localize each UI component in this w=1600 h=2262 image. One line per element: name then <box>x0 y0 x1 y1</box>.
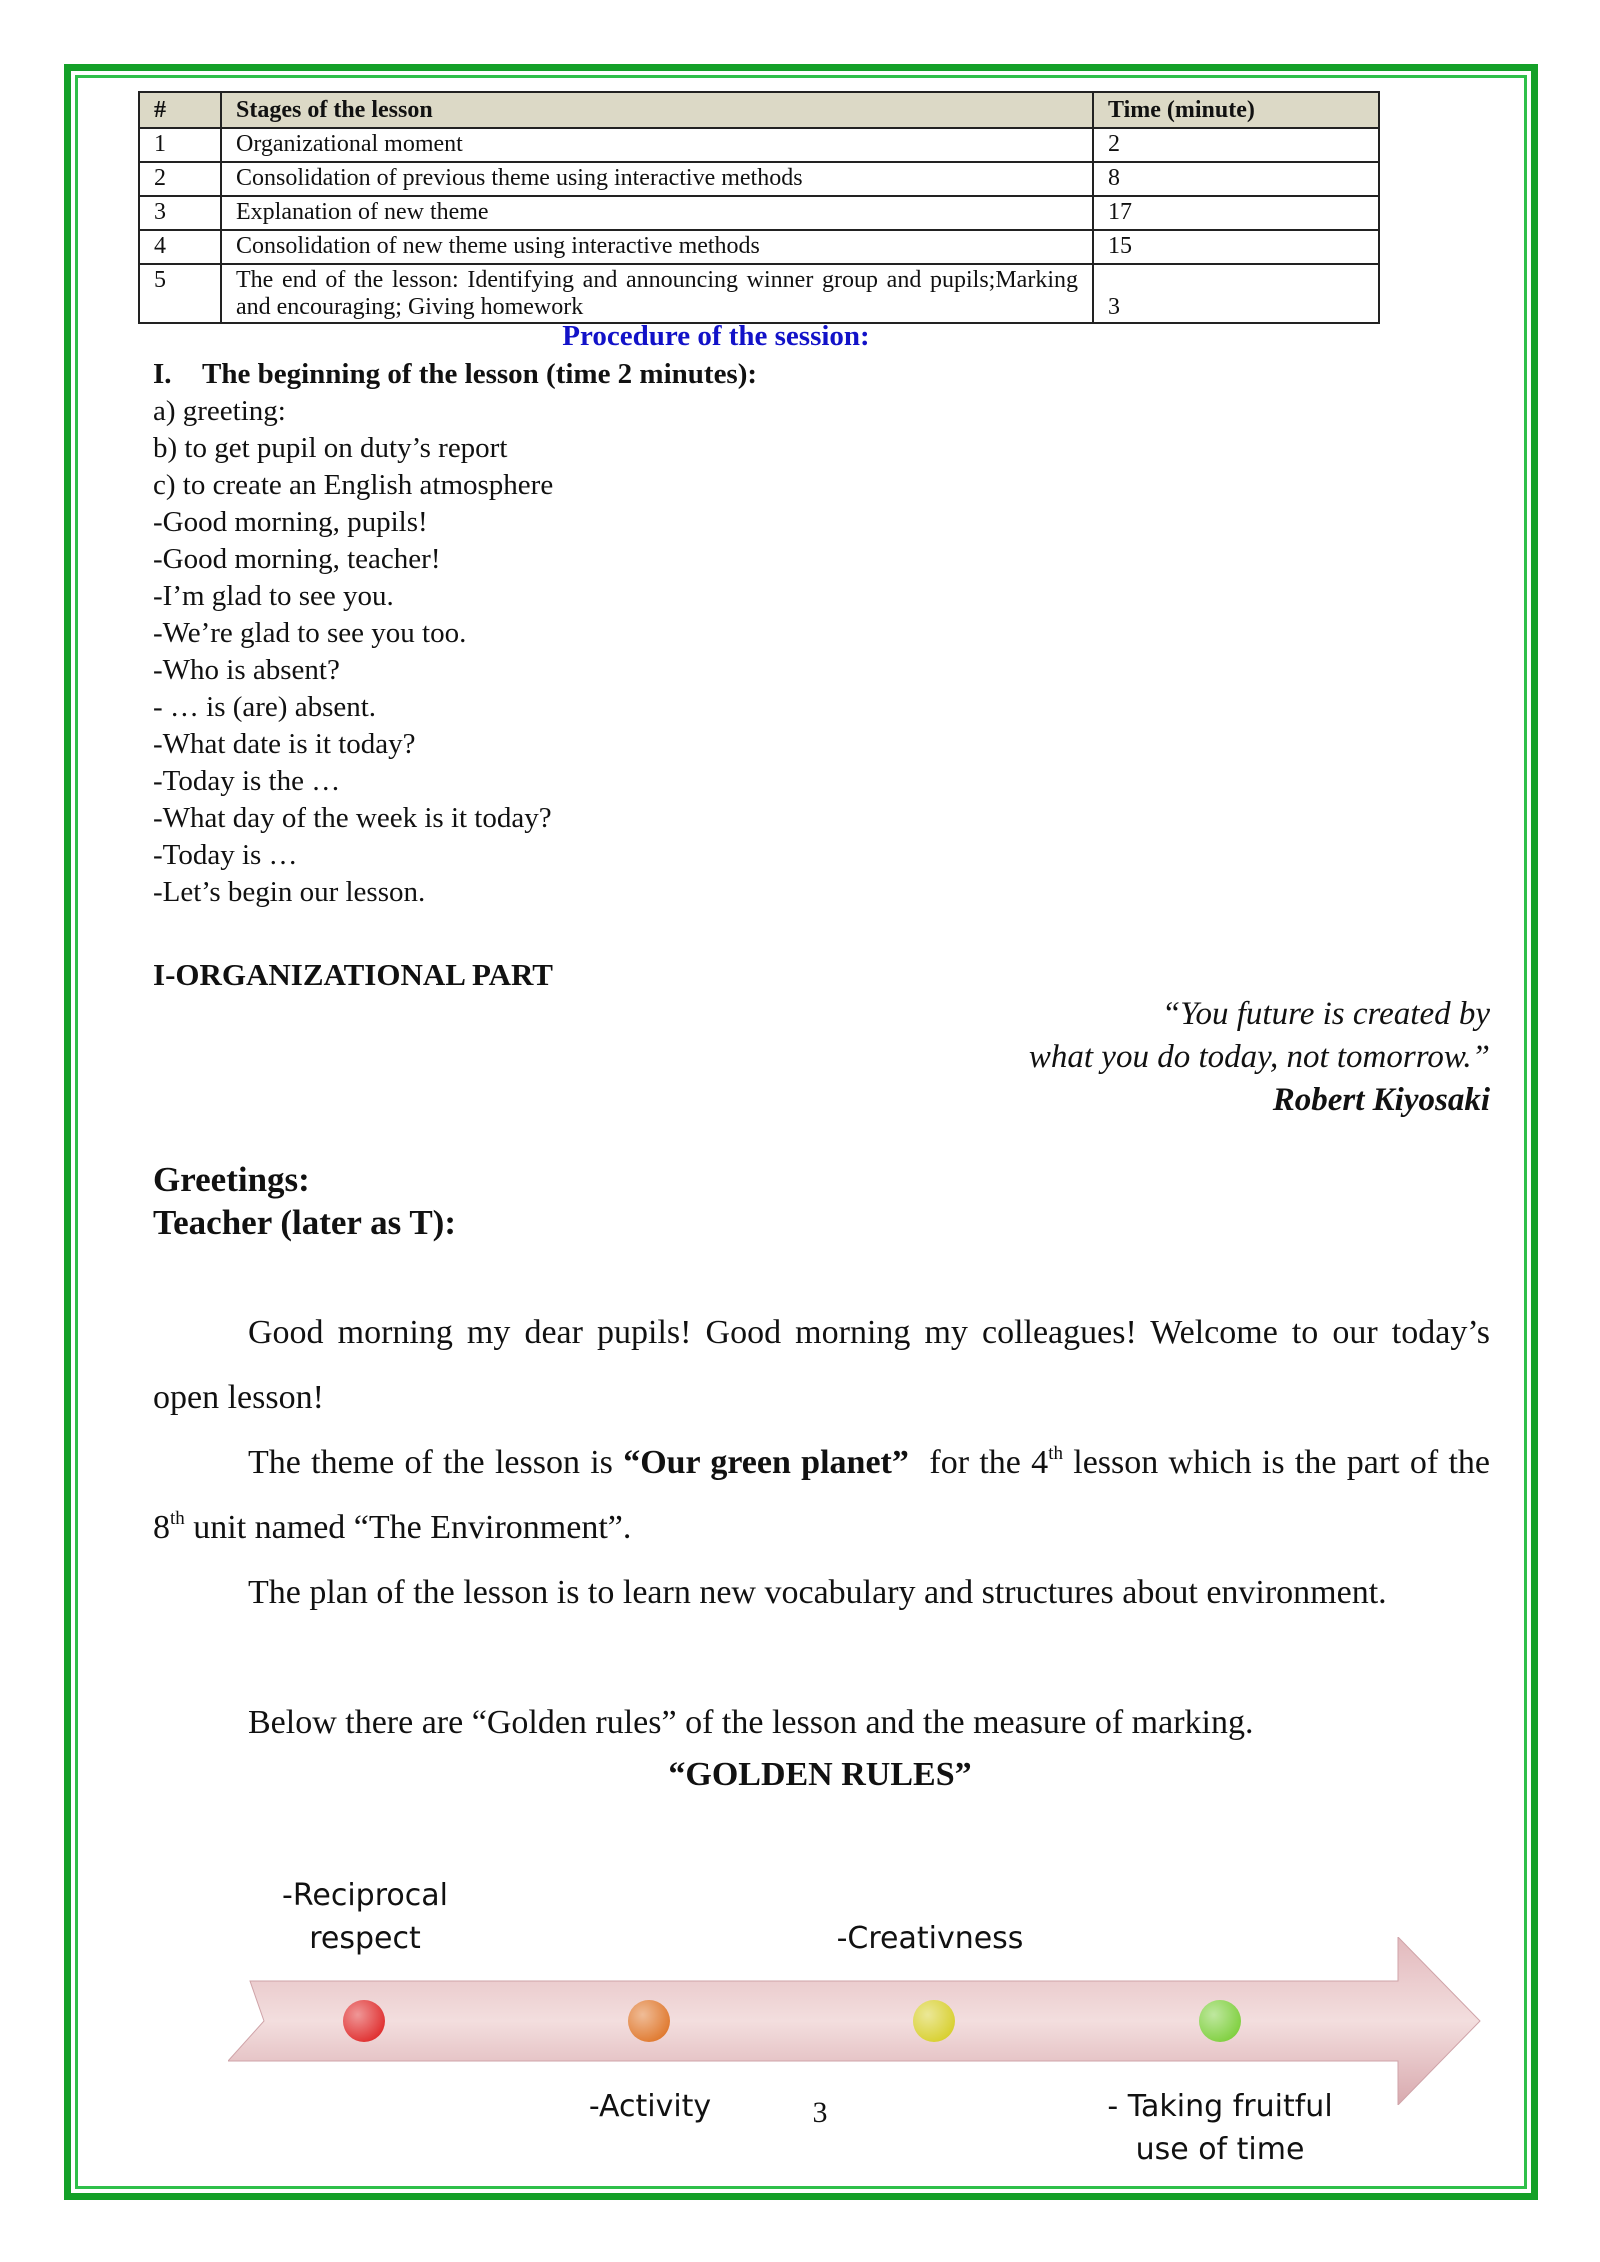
golden-rules-arrow <box>228 1937 1488 2105</box>
list-item: c) to create an English atmosphere <box>153 469 554 501</box>
header-number: # <box>139 92 221 128</box>
rule-label-line: - Taking fruitful <box>1107 2089 1333 2124</box>
greetings-block <box>153 1158 456 1244</box>
table-row <box>139 230 1379 264</box>
rule-label-reciprocal-respect <box>250 1874 480 1960</box>
lesson-theme: “Our green planet” <box>623 1444 909 1481</box>
list-item: -We’re glad to see you too. <box>153 617 467 649</box>
list-item: b) to get pupil on duty’s report <box>153 432 508 464</box>
superscript: th <box>1048 1442 1063 1464</box>
epigraph-quote <box>1029 993 1490 1122</box>
section-title: The beginning of the lesson (time 2 minutes): <box>202 358 758 390</box>
list-item: -Good morning, teacher! <box>153 543 441 575</box>
organizational-part-title: I-ORGANIZATIONAL PART <box>153 957 553 992</box>
cell-stage: Consolidation of new theme using interactive methods <box>221 230 1093 264</box>
rule-label-line: -Creativness <box>836 1921 1024 1956</box>
list-item: a) greeting: <box>153 395 286 427</box>
table-row <box>139 162 1379 196</box>
cell-number: 1 <box>139 128 221 162</box>
list-item: -Today is the … <box>153 765 341 797</box>
procedure-title: Procedure of the session: <box>562 320 870 352</box>
list-item: -I’m glad to see you. <box>153 580 394 612</box>
header-time: Time (minute) <box>1093 92 1379 128</box>
rule-label-line: -Activity <box>588 2089 712 2124</box>
list-item: - … is (are) absent. <box>153 691 377 723</box>
paragraph-plan <box>153 1560 1490 1625</box>
table-header-row <box>139 92 1379 128</box>
paragraph-text: The plan of the lesson is to learn new vocabulary and structures about environment. <box>248 1574 1387 1611</box>
cell-time: 3 <box>1093 264 1379 323</box>
greetings-heading: Greetings: <box>153 1160 310 1199</box>
paragraph-text: Good morning my dear pupils! Good morning my colleagues! Welcome to our today’s open lesson! <box>153 1314 1490 1416</box>
table-row <box>139 196 1379 230</box>
quote-line: “You future is created by <box>1161 996 1490 1032</box>
cell-time: 8 <box>1093 162 1379 196</box>
paragraph-text: Below there are “Golden rules” of the lesson and the measure of marking. <box>248 1704 1254 1741</box>
rule-label-line: -Reciprocal <box>282 1878 448 1913</box>
list-item: -Who is absent? <box>153 654 340 686</box>
cell-stage: The end of the lesson: Identifying and announcing winner group and pupils;Marking and encouraging; Giving homework <box>221 264 1093 323</box>
cell-time: 15 <box>1093 230 1379 264</box>
cell-stage: Explanation of new theme <box>221 196 1093 230</box>
list-item: -Good morning, pupils! <box>153 506 428 538</box>
table-row <box>139 264 1379 323</box>
list-item: -What date is it today? <box>153 728 416 760</box>
cell-number: 2 <box>139 162 221 196</box>
paragraph-theme <box>153 1430 1490 1560</box>
section-number: I. <box>153 358 172 390</box>
cell-time: 2 <box>1093 128 1379 162</box>
beginning-section <box>153 356 757 911</box>
teacher-heading: Teacher (later as T): <box>153 1203 456 1242</box>
rule-label-line: respect <box>309 1921 421 1956</box>
quote-author: Robert Kiyosaki <box>1272 1082 1490 1118</box>
quote-line: what you do today, not tomorrow.” <box>1028 1039 1490 1075</box>
superscript: th <box>170 1507 185 1529</box>
cell-number: 3 <box>139 196 221 230</box>
rule-label-line: use of time <box>1135 2132 1305 2167</box>
cell-stage: Consolidation of previous theme using interactive methods <box>221 162 1093 196</box>
cell-number: 4 <box>139 230 221 264</box>
golden-rules-title: “GOLDEN RULES” <box>668 1756 972 1793</box>
list-item: -Today is … <box>153 839 298 871</box>
arrow-shape <box>228 1937 1480 2105</box>
paragraph-text: The theme of the lesson is <box>248 1444 624 1481</box>
cell-time: 17 <box>1093 196 1379 230</box>
rule-label-creativeness <box>810 1917 1050 1960</box>
cell-stage: Organizational moment <box>221 128 1093 162</box>
paragraph-welcome <box>153 1300 1490 1430</box>
paragraph-rules-intro <box>153 1690 1490 1755</box>
paragraph-text: lesson which is the part of the 8 <box>153 1444 1490 1546</box>
header-stage: Stages of the lesson <box>221 92 1093 128</box>
list-item: -What day of the week is it today? <box>153 802 552 834</box>
lesson-stages-table <box>138 91 1380 324</box>
paragraph-text: for the 4 <box>908 1444 1049 1481</box>
beginning-heading <box>153 356 757 393</box>
page-number: 3 <box>812 2096 828 2129</box>
table-row <box>139 128 1379 162</box>
cell-number: 5 <box>139 264 221 323</box>
list-item: -Let’s begin our lesson. <box>153 876 426 908</box>
paragraph-text: unit named “The Environment”. <box>184 1509 632 1546</box>
